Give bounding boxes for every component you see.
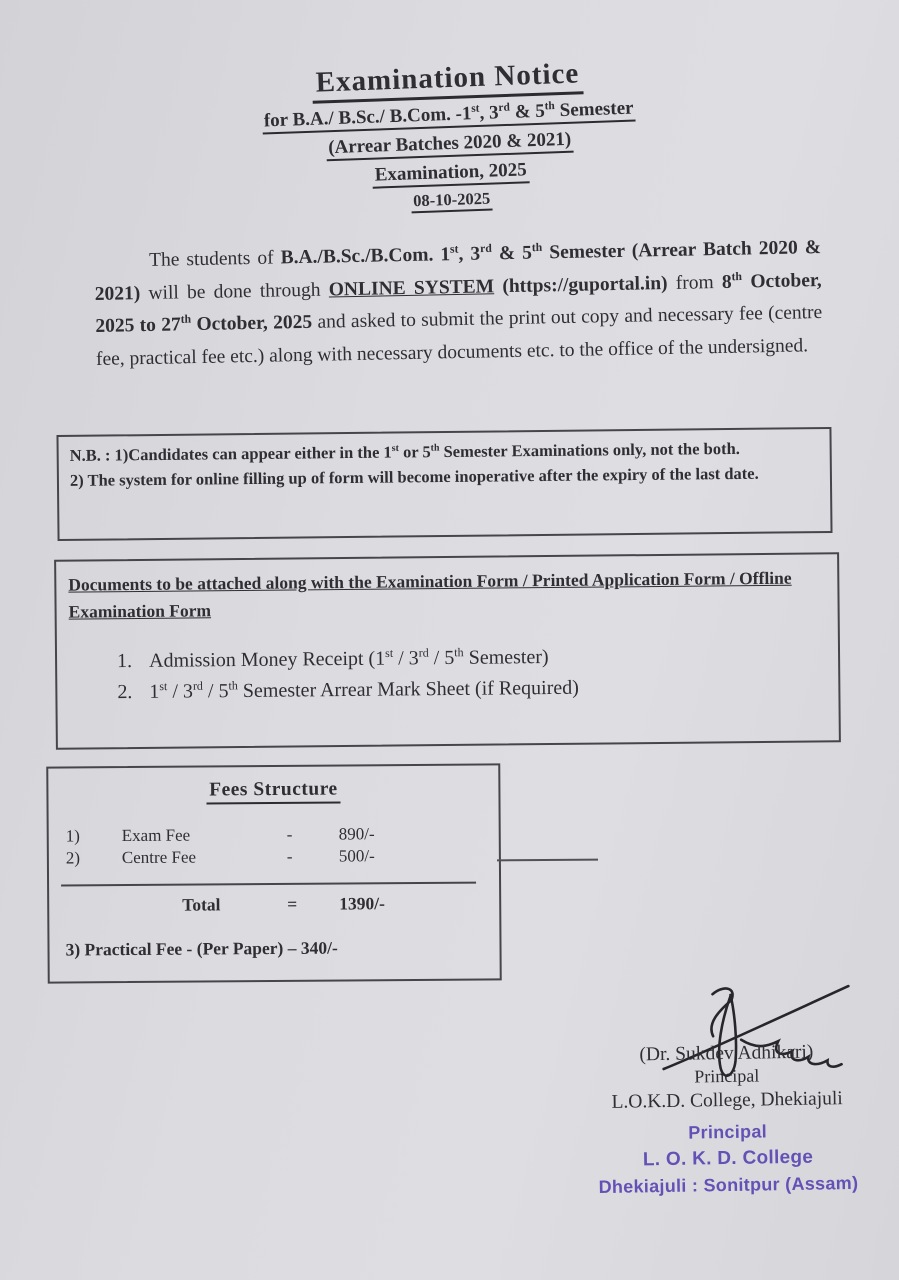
- fee-row-separator: -: [286, 846, 293, 866]
- fee-row-separator: -: [286, 824, 293, 844]
- subtitle-course-text: for B.A./ B.Sc./ B.Com. -1st, 3rd & 5th Semester: [262, 97, 636, 134]
- principal-office-stamp: [568, 1116, 887, 1200]
- signature-block: [566, 984, 887, 1201]
- practical-fee-line: 3) Practical Fee - (Per Paper) – 340/-: [65, 937, 338, 960]
- stamp-line: Principal: [688, 1121, 768, 1143]
- list-item-number: 1.: [116, 650, 133, 673]
- list-item: [117, 670, 826, 708]
- stamp-line: Dhekiajuli : Sonitpur (Assam): [598, 1172, 859, 1198]
- stray-scan-mark: [497, 859, 598, 862]
- fee-row-amount: 890/-: [338, 824, 375, 844]
- list-item-number: 2.: [117, 681, 133, 704]
- fees-total-row: [61, 893, 487, 917]
- notice-header: [0, 46, 899, 227]
- fees-title-row: [60, 778, 486, 806]
- documents-list: [117, 639, 827, 708]
- fee-row-number: 1): [65, 826, 80, 846]
- signatory-college: L.O.K.D. College, Dhekiajuli: [611, 1088, 843, 1113]
- stamp-line: L. O. K. D. College: [642, 1146, 814, 1171]
- fees-total-amount: 1390/-: [339, 893, 385, 914]
- table-row: [61, 845, 487, 870]
- fee-row-number: 2): [65, 848, 81, 868]
- fee-row-amount: 500/-: [338, 846, 375, 866]
- nb-note-box: [56, 427, 832, 541]
- documents-box: [54, 552, 841, 750]
- notice-title: Examination Notice: [311, 57, 584, 103]
- fee-row-label: Exam Fee: [121, 825, 191, 846]
- documents-heading: Documents to be attached along with the Examination Form / Printed Application Form / Offline Examination Form: [68, 567, 792, 622]
- notice-body-paragraph: The students of B.A./B.Sc./B.Com. 1st, 3rd & 5th Semester (Arrear Batch 2020 & 2021) will be done through ONLINE SYSTEM (https://guportal.in) from 8th October, 2025 to 27th October, 2025 and asked to submit the print out copy and necessary fee (centre fee, practical fee etc.) along with necessary documents etc. to the office of the undersigned.: [94, 236, 823, 369]
- fee-row-label: Centre Fee: [121, 847, 197, 868]
- fees-total-divider: [61, 882, 476, 887]
- subtitle-batches-text: (Arrear Batches 2020 & 2021): [326, 129, 574, 162]
- list-item-text: Admission Money Receipt (1st / 3rd / 5th Semester): [148, 645, 549, 672]
- list-item-text: 1st / 3rd / 5th Semester Arrear Mark Sheet (if Required): [149, 676, 579, 703]
- fees-structure-box: [46, 763, 502, 983]
- table-row: [61, 823, 487, 848]
- nb-line-2: 2) The system for online filling up of form will become inoperative after the expiry of the last date.: [69, 463, 759, 490]
- fees-total-separator: =: [287, 893, 298, 914]
- fees-rows: [61, 823, 487, 870]
- signatory-role: Principal: [694, 1065, 760, 1087]
- spacer: [66, 895, 182, 917]
- notice-date: 08-10-2025: [411, 189, 493, 214]
- fees-total-label: Total: [182, 894, 221, 915]
- nb-line-1: N.B. : 1)Candidates can appear either in the 1st or 5th Semester Examinations only, not the both.: [69, 438, 740, 465]
- signatory-name: (Dr. Sukdev Adhikari): [639, 1041, 814, 1066]
- fees-title: Fees Structure: [206, 779, 341, 805]
- subtitle-exam-year-text: Examination, 2025: [372, 159, 529, 188]
